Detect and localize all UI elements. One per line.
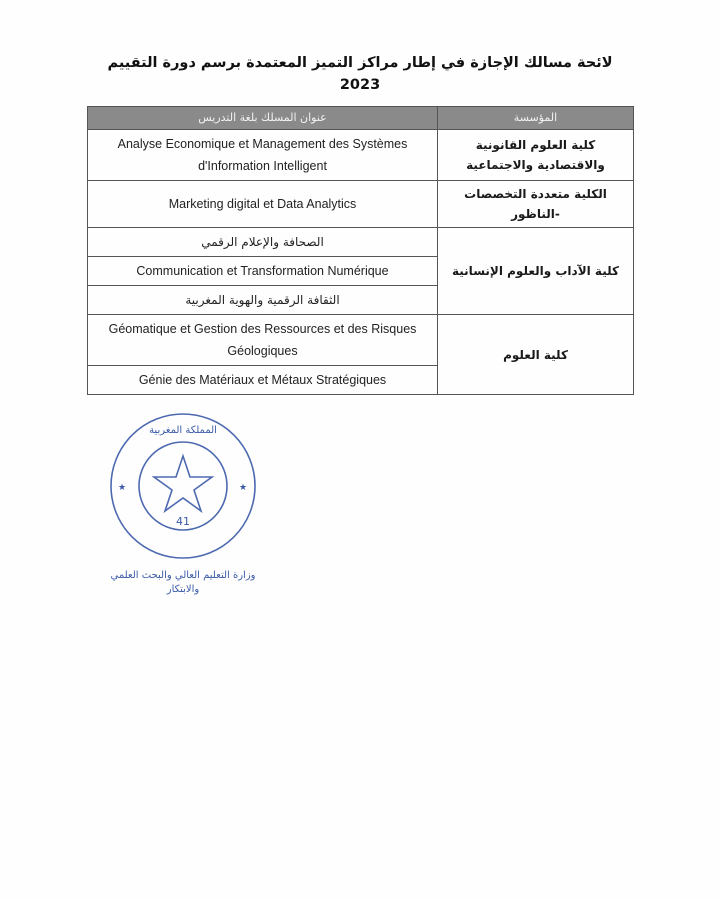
star-icon	[154, 456, 212, 511]
document-title: لائحة مسالك الإجازة في إطار مراكز التميز المعتمدة برسم دورة التقييم 2023	[107, 55, 613, 93]
institution-cell: كلية الآداب والعلوم الإنسانية	[438, 228, 634, 315]
official-stamp	[108, 411, 258, 595]
stamp-star-left-icon: ★	[118, 483, 127, 493]
institution-cell: الكلية متعددة التخصصات -الناظور	[438, 181, 634, 228]
program-cell: Analyse Economique et Management des Systèmes d'Information Intelligent	[88, 130, 438, 181]
table-row	[88, 228, 634, 257]
institution-cell: كلية العلوم القانونية والاقتصادية والاجتماعية	[438, 130, 634, 181]
table-row	[88, 181, 634, 228]
stamp-ring-text: وزارة التعليم العالي والبحث العلمي والابتكار	[110, 570, 256, 595]
program-cell: Géomatique et Gestion des Ressources et des Risques Géologiques	[88, 315, 438, 366]
table-row	[88, 315, 634, 366]
institution-cell: كلية العلوم	[438, 315, 634, 395]
program-cell: الصحافة والإعلام الرقمي	[88, 228, 438, 257]
table-header-row	[88, 107, 634, 130]
programs-table	[87, 106, 634, 395]
program-cell: الثقافة الرقمية والهوية المغربية	[88, 286, 438, 315]
header-program: عنوان المسلك بلغة التدريس	[88, 107, 438, 130]
program-cell: Génie des Matériaux et Métaux Stratégiques	[88, 366, 438, 395]
table-row	[88, 130, 634, 181]
stamp-star-right-icon: ★	[239, 483, 248, 493]
header-institution: المؤسسة	[438, 107, 634, 130]
stamp-number: 41	[176, 515, 190, 528]
program-cell: Communication et Transformation Numérique	[88, 257, 438, 286]
stamp-top-text: المملكة المغربية	[149, 425, 217, 436]
program-cell: Marketing digital et Data Analytics	[88, 181, 438, 228]
stamp-seal-icon	[108, 411, 258, 561]
